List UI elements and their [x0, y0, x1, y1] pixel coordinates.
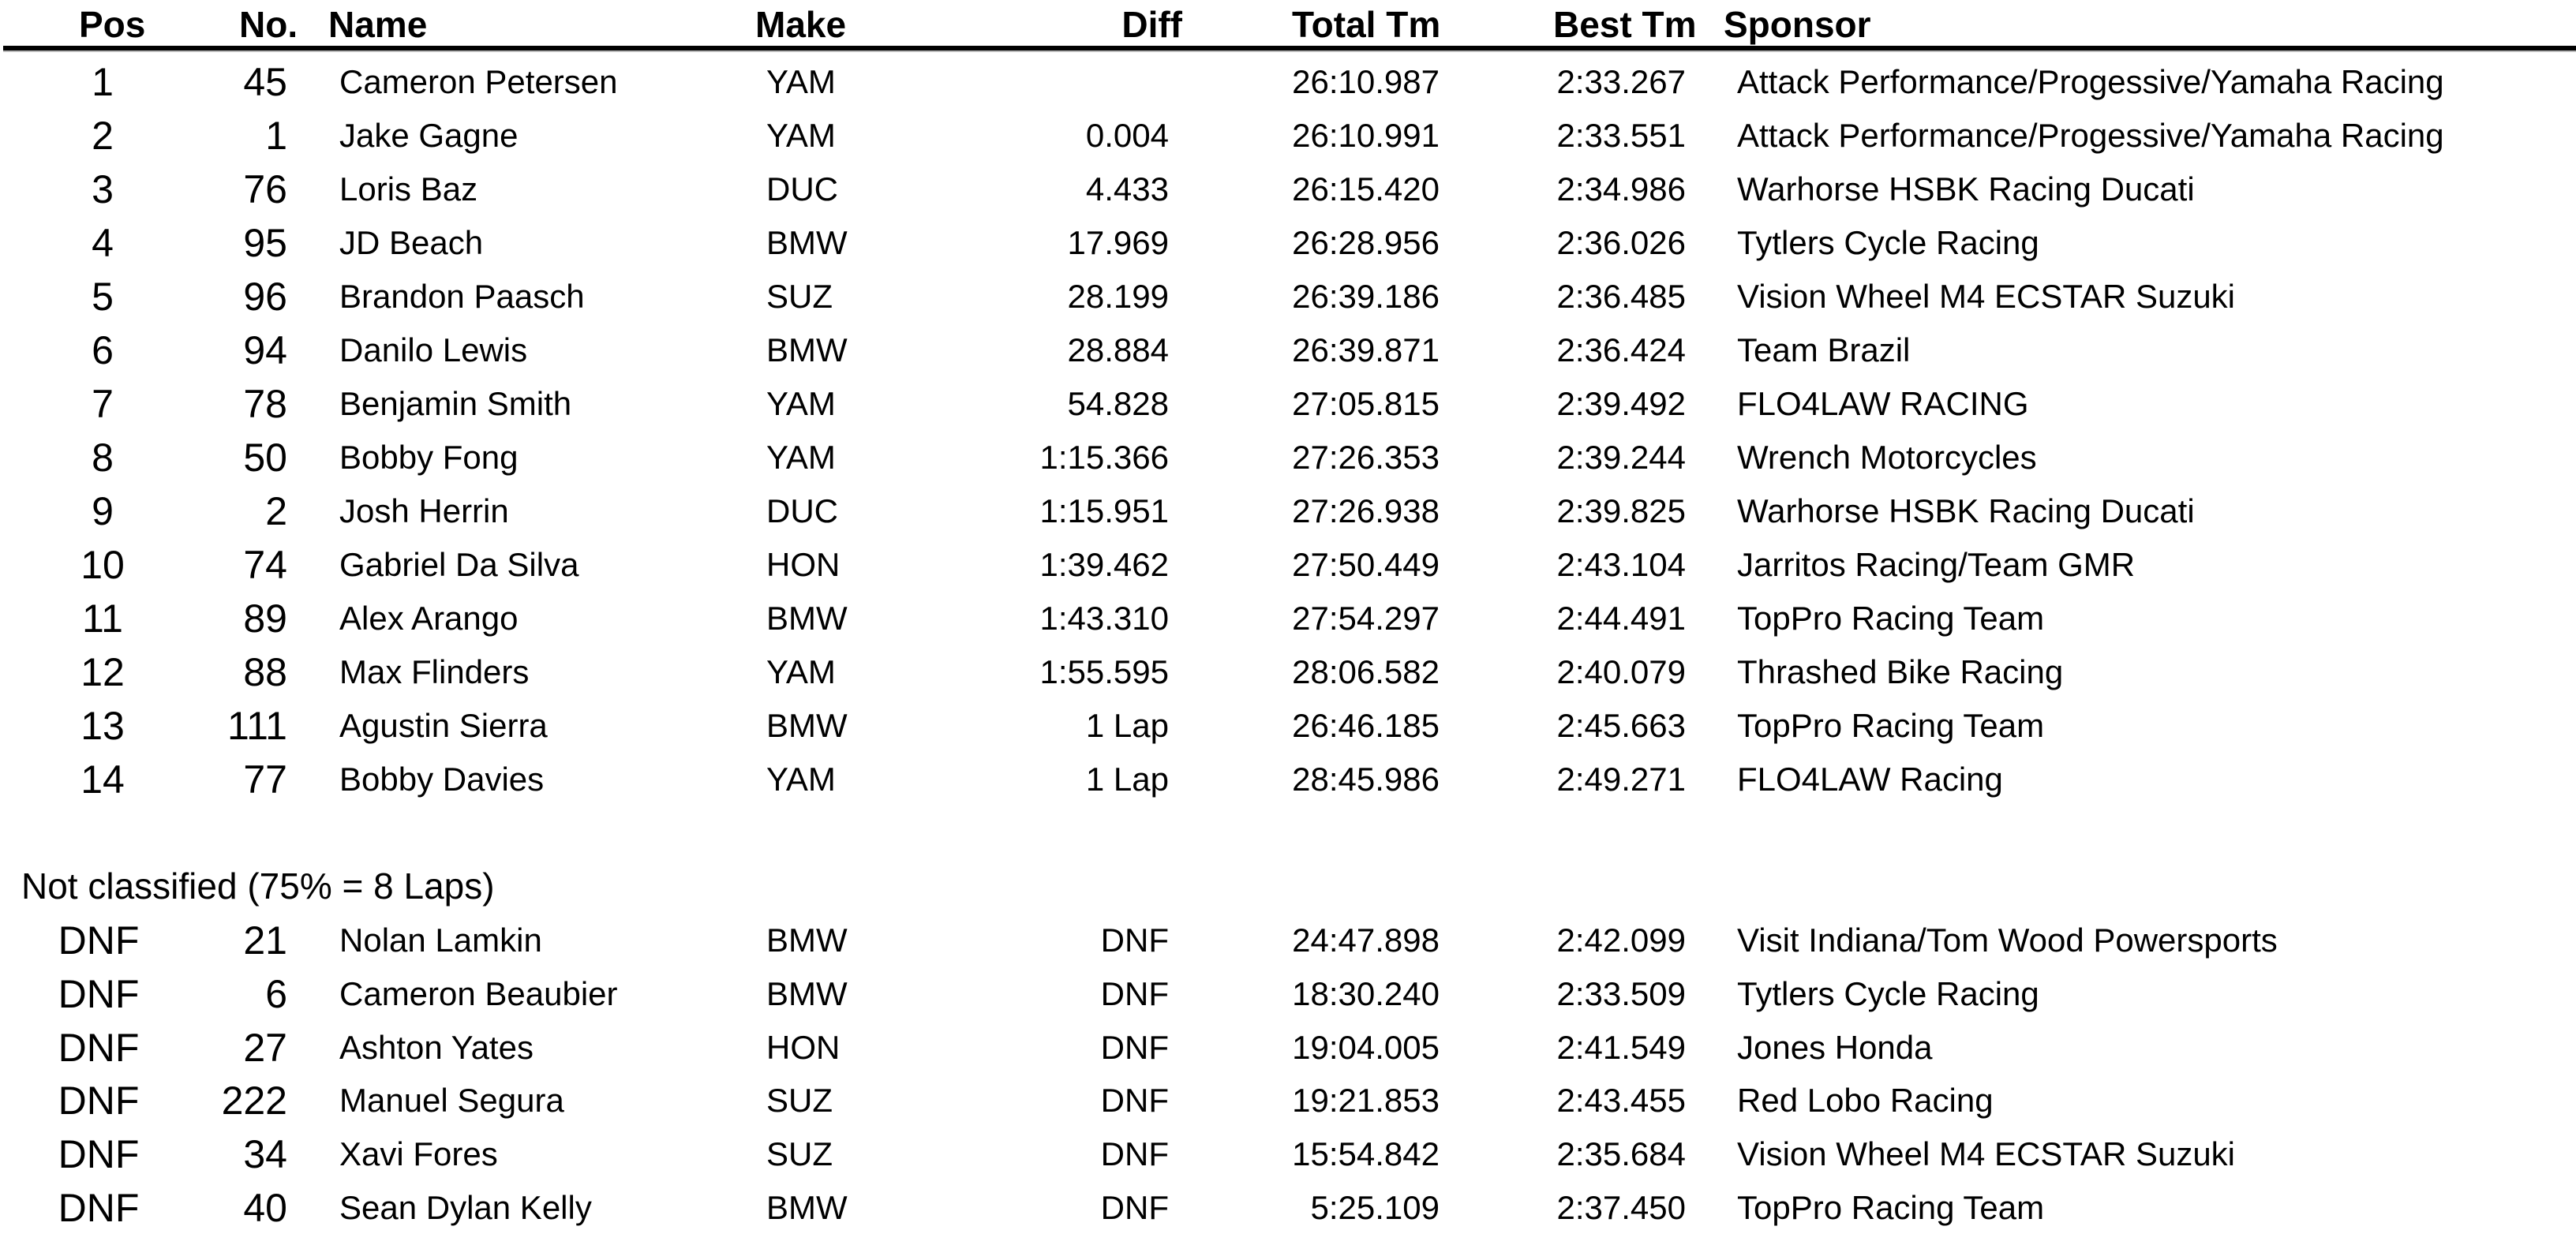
diff-cell: 28.199 [1067, 278, 1169, 315]
diff-cell: DNF [1100, 1135, 1169, 1173]
best-time-cell: 2:35.684 [1556, 1135, 1686, 1173]
total-time-cell: 28:45.986 [1292, 761, 1440, 798]
result-row [0, 431, 2576, 484]
diff-cell: 1 Lap [1085, 761, 1169, 798]
sponsor-cell: Tytlers Cycle Racing [1737, 974, 2039, 1012]
sponsor-cell: Thrashed Bike Racing [1737, 653, 2064, 690]
sponsor-cell: Warhorse HSBK Racing Ducati [1737, 170, 2195, 208]
rider-name-cell: Josh Herrin [339, 492, 509, 529]
rider-name-cell: Danilo Lewis [339, 331, 528, 368]
position-cell: 7 [92, 382, 114, 426]
position-cell: 8 [92, 436, 114, 480]
position-cell: DNF [58, 1079, 140, 1123]
diff-cell: 54.828 [1067, 385, 1169, 422]
total-time-cell: 27:05.815 [1292, 385, 1440, 422]
total-time-cell: 19:04.005 [1292, 1028, 1440, 1066]
position-cell: 14 [80, 757, 125, 802]
number-cell: 1 [265, 114, 287, 158]
make-cell: YAM [766, 439, 836, 476]
total-time-cell: 24:47.898 [1292, 922, 1440, 959]
total-time-cell: 19:21.853 [1292, 1082, 1440, 1120]
diff-cell: 1:43.310 [1039, 600, 1169, 637]
header-no: No. [239, 4, 298, 45]
sponsor-cell: Warhorse HSBK Racing Ducati [1737, 492, 2195, 529]
rider-name-cell: Brandon Paasch [339, 278, 585, 315]
number-cell: 95 [243, 221, 287, 265]
best-time-cell: 2:44.491 [1556, 600, 1686, 637]
position-cell: DNF [58, 918, 140, 963]
total-time-cell: 26:10.991 [1292, 117, 1440, 154]
not-classified-title: Not classified (75% = 8 Laps) [21, 866, 495, 907]
sponsor-cell: Visit Indiana/Tom Wood Powersports [1737, 922, 2278, 959]
total-time-cell: 5:25.109 [1310, 1189, 1440, 1226]
sponsor-cell: Wrench Motorcycles [1737, 439, 2037, 476]
diff-cell: 1:15.951 [1039, 492, 1169, 529]
position-cell: 4 [92, 221, 114, 265]
rider-name-cell: Jake Gagne [339, 117, 519, 154]
rider-name-cell: Loris Baz [339, 170, 478, 208]
total-time-cell: 18:30.240 [1292, 974, 1440, 1012]
total-time-cell: 26:39.186 [1292, 278, 1440, 315]
make-cell: YAM [766, 117, 836, 154]
diff-cell: DNF [1100, 922, 1169, 959]
best-time-cell: 2:36.026 [1556, 224, 1686, 261]
best-time-cell: 2:43.104 [1556, 546, 1686, 583]
number-cell: 96 [243, 275, 287, 319]
best-time-cell: 2:42.099 [1556, 922, 1686, 959]
number-cell: 77 [243, 757, 287, 802]
header-make: Make [755, 4, 847, 45]
rider-name-cell: Gabriel Da Silva [339, 546, 579, 583]
position-cell: DNF [58, 1186, 140, 1230]
result-row [0, 699, 2576, 753]
sponsor-cell: Vision Wheel M4 ECSTAR Suzuki [1737, 1135, 2236, 1173]
make-cell: YAM [766, 761, 836, 798]
header-name: Name [328, 4, 428, 45]
number-cell: 27 [243, 1025, 287, 1070]
result-row [0, 270, 2576, 323]
make-cell: YAM [766, 63, 836, 100]
header-total-time: Total Tm [1292, 4, 1441, 45]
sponsor-cell: TopPro Racing Team [1737, 1189, 2045, 1226]
make-cell: YAM [766, 653, 836, 690]
number-cell: 40 [243, 1186, 287, 1230]
sponsor-cell: Attack Performance/Progessive/Yamaha Racing [1737, 117, 2444, 154]
number-cell: 74 [243, 543, 287, 587]
total-time-cell: 15:54.842 [1292, 1135, 1440, 1173]
rider-name-cell: Nolan Lamkin [339, 922, 542, 959]
header-divider [3, 46, 2576, 52]
result-row [0, 1074, 2576, 1127]
rider-name-cell: Sean Dylan Kelly [339, 1189, 592, 1226]
best-time-cell: 2:43.455 [1556, 1082, 1686, 1120]
position-cell: 1 [92, 60, 114, 104]
make-cell: BMW [766, 922, 848, 959]
position-cell: 2 [92, 114, 114, 158]
best-time-cell: 2:39.492 [1556, 385, 1686, 422]
result-row [0, 55, 2576, 109]
rider-name-cell: Cameron Beaubier [339, 974, 618, 1012]
rider-name-cell: Cameron Petersen [339, 63, 618, 100]
position-cell: 13 [80, 704, 125, 748]
number-cell: 21 [243, 918, 287, 963]
best-time-cell: 2:33.267 [1556, 63, 1686, 100]
best-time-cell: 2:36.485 [1556, 278, 1686, 315]
number-cell: 94 [243, 328, 287, 372]
diff-cell: 0.004 [1085, 117, 1169, 154]
diff-cell: DNF [1100, 1082, 1169, 1120]
sponsor-cell: Attack Performance/Progessive/Yamaha Racing [1737, 63, 2444, 100]
make-cell: BMW [766, 331, 848, 368]
make-cell: YAM [766, 385, 836, 422]
position-cell: DNF [58, 971, 140, 1016]
position-cell: 3 [92, 167, 114, 211]
header-sponsor: Sponsor [1724, 4, 1871, 45]
result-row [0, 645, 2576, 699]
sponsor-cell: Jones Honda [1737, 1028, 1933, 1066]
header-diff: Diff [1121, 4, 1182, 45]
rider-name-cell: Ashton Yates [339, 1028, 534, 1066]
result-row [0, 1181, 2576, 1235]
make-cell: DUC [766, 492, 838, 529]
number-cell: 78 [243, 382, 287, 426]
result-row [0, 538, 2576, 592]
best-time-cell: 2:33.509 [1556, 974, 1686, 1012]
number-cell: 34 [243, 1132, 287, 1177]
sponsor-cell: Vision Wheel M4 ECSTAR Suzuki [1737, 278, 2236, 315]
position-cell: 11 [82, 596, 123, 641]
sponsor-cell: TopPro Racing Team [1737, 707, 2045, 744]
result-row [0, 1021, 2576, 1075]
best-time-cell: 2:36.424 [1556, 331, 1686, 368]
number-cell: 45 [243, 60, 287, 104]
result-row [0, 216, 2576, 270]
rider-name-cell: Alex Arango [339, 600, 519, 637]
rider-name-cell: Bobby Davies [339, 761, 545, 798]
make-cell: SUZ [766, 278, 833, 315]
number-cell: 76 [243, 167, 287, 211]
diff-cell: 1:55.595 [1039, 653, 1169, 690]
total-time-cell: 27:54.297 [1292, 600, 1440, 637]
total-time-cell: 27:26.938 [1292, 492, 1440, 529]
position-cell: 10 [80, 543, 125, 587]
position-cell: DNF [58, 1025, 140, 1070]
diff-cell: DNF [1100, 1028, 1169, 1066]
total-time-cell: 26:28.956 [1292, 224, 1440, 261]
result-row [0, 1127, 2576, 1181]
best-time-cell: 2:45.663 [1556, 707, 1686, 744]
rider-name-cell: Benjamin Smith [339, 385, 572, 422]
make-cell: HON [766, 546, 841, 583]
rider-name-cell: JD Beach [339, 224, 484, 261]
position-cell: DNF [58, 1132, 140, 1177]
number-cell: 111 [227, 704, 287, 748]
make-cell: BMW [766, 600, 848, 637]
number-cell: 222 [221, 1079, 287, 1123]
result-row [0, 484, 2576, 538]
diff-cell: 1:39.462 [1039, 546, 1169, 583]
best-time-cell: 2:41.549 [1556, 1028, 1686, 1066]
total-time-cell: 26:39.871 [1292, 331, 1440, 368]
sponsor-cell: Jarritos Racing/Team GMR [1737, 546, 2136, 583]
sponsor-cell: TopPro Racing Team [1737, 600, 2045, 637]
result-row [0, 592, 2576, 645]
rider-name-cell: Max Flinders [339, 653, 530, 690]
best-time-cell: 2:39.244 [1556, 439, 1686, 476]
header-pos: Pos [79, 4, 146, 45]
total-time-cell: 26:10.987 [1292, 63, 1440, 100]
best-time-cell: 2:33.551 [1556, 117, 1686, 154]
total-time-cell: 26:46.185 [1292, 707, 1440, 744]
make-cell: HON [766, 1028, 841, 1066]
position-cell: 5 [92, 275, 114, 319]
result-row [0, 967, 2576, 1021]
rider-name-cell: Agustin Sierra [339, 707, 548, 744]
sponsor-cell: Red Lobo Racing [1737, 1082, 1994, 1120]
rider-name-cell: Xavi Fores [339, 1135, 498, 1173]
best-time-cell: 2:40.079 [1556, 653, 1686, 690]
number-cell: 89 [243, 596, 287, 641]
number-cell: 50 [243, 436, 287, 480]
sponsor-cell: FLO4LAW Racing [1737, 761, 2003, 798]
result-row [0, 753, 2576, 806]
rider-name-cell: Bobby Fong [339, 439, 519, 476]
diff-cell: DNF [1100, 1189, 1169, 1226]
sponsor-cell: Tytlers Cycle Racing [1737, 224, 2039, 261]
result-row [0, 109, 2576, 163]
header-best-time: Best Tm [1553, 4, 1697, 45]
result-row [0, 163, 2576, 216]
best-time-cell: 2:34.986 [1556, 170, 1686, 208]
sponsor-cell: Team Brazil [1737, 331, 1911, 368]
make-cell: BMW [766, 974, 848, 1012]
diff-cell: 28.884 [1067, 331, 1169, 368]
number-cell: 88 [243, 650, 287, 694]
position-cell: 9 [92, 489, 114, 533]
diff-cell: 4.433 [1085, 170, 1169, 208]
result-row [0, 323, 2576, 377]
make-cell: SUZ [766, 1135, 833, 1173]
make-cell: BMW [766, 1189, 848, 1226]
diff-cell: 1 Lap [1085, 707, 1169, 744]
result-row [0, 914, 2576, 967]
total-time-cell: 26:15.420 [1292, 170, 1440, 208]
best-time-cell: 2:39.825 [1556, 492, 1686, 529]
number-cell: 2 [265, 489, 287, 533]
make-cell: BMW [766, 707, 848, 744]
position-cell: 6 [92, 328, 114, 372]
rider-name-cell: Manuel Segura [339, 1082, 564, 1120]
best-time-cell: 2:49.271 [1556, 761, 1686, 798]
best-time-cell: 2:37.450 [1556, 1189, 1686, 1226]
number-cell: 6 [265, 971, 287, 1016]
result-row [0, 377, 2576, 431]
diff-cell [931, 55, 1169, 109]
total-time-cell: 28:06.582 [1292, 653, 1440, 690]
position-cell: 12 [80, 650, 125, 694]
total-time-cell: 27:26.353 [1292, 439, 1440, 476]
make-cell: SUZ [766, 1082, 833, 1120]
make-cell: BMW [766, 224, 848, 261]
sponsor-cell: FLO4LAW RACING [1737, 385, 2029, 422]
total-time-cell: 27:50.449 [1292, 546, 1440, 583]
make-cell: DUC [766, 170, 838, 208]
diff-cell: 1:15.366 [1039, 439, 1169, 476]
diff-cell: DNF [1100, 974, 1169, 1012]
diff-cell: 17.969 [1067, 224, 1169, 261]
